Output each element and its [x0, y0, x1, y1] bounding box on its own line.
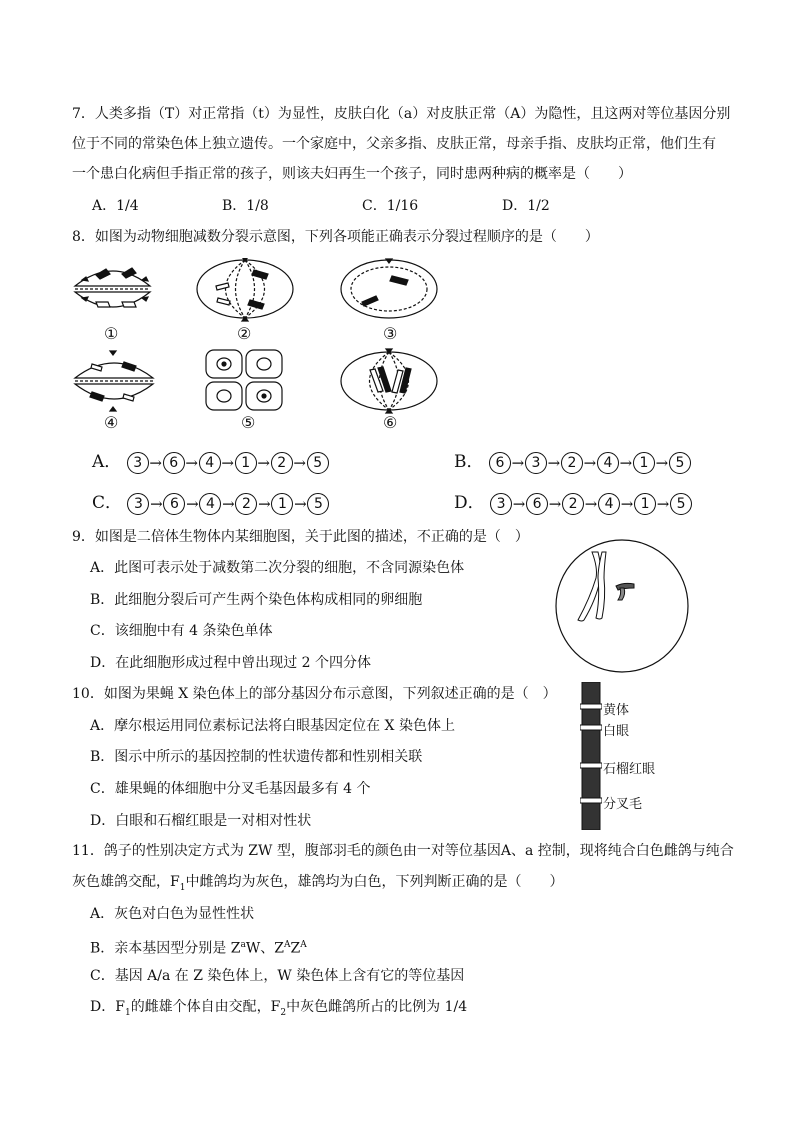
q7-option-a[interactable]: A．1/4	[92, 198, 139, 214]
q11-d-text: 的雌雄个体自由交配，F	[130, 999, 281, 1015]
q11-option-d[interactable]	[90, 997, 467, 1023]
q9-option-b[interactable]: B．此细胞分裂后可产生两个染色体构成相同的卵细胞	[90, 592, 423, 608]
q7-stem-line-3: 一个患白化病但手指正常的孩子，则该夫妇再生一个孩子，同时患两种病的概率是（ ）	[72, 166, 632, 182]
q8-option-a-letter: A．	[92, 452, 122, 472]
q11-stem-text: 中雌鸽均为灰色，雄鸽均为白色，下列判断正确的是（ ）	[185, 874, 564, 890]
step-circle: 2	[561, 452, 583, 474]
q8-option-b-letter: B．	[454, 452, 484, 472]
q9-stem: 9．如图是二倍体生物体内某细胞图，关于此图的描述，不正确的是（ ）	[72, 529, 529, 545]
step-circle: 3	[525, 452, 547, 474]
cell-label-2: ②	[237, 324, 252, 343]
q8-option-c[interactable]: C． 3 → 6 → 4 → 2 → 1 → 5	[92, 491, 329, 516]
step-circle: 6	[489, 452, 511, 474]
step-circle: 3	[127, 452, 149, 474]
gene-label-yellow-body: 黄体	[603, 703, 630, 718]
step-circle: 5	[670, 493, 692, 515]
step-circle: 5	[669, 452, 691, 474]
step-circle: 1	[235, 452, 257, 474]
step-circle: 4	[199, 493, 221, 515]
gene-label-forked-bristle: 分叉毛	[603, 797, 643, 812]
step-circle: 4	[598, 493, 620, 515]
step-circle: 6	[163, 452, 185, 474]
cell-1	[75, 268, 150, 307]
q10-option-c[interactable]: C．雄果蝇的体细胞中分叉毛基因最多有 4 个	[90, 781, 371, 797]
q7-stem-line-2: 位于不同的常染色体上独立遗传。一个家庭中，父亲多指、皮肤正常，母亲手指、皮肤均正常，他们生有	[72, 136, 716, 152]
step-circle: 1	[633, 452, 655, 474]
q11-b-text: W、Z	[245, 940, 284, 957]
q8-option-d[interactable]: D． 3 → 6 → 2 → 4 → 1 → 5	[454, 491, 692, 516]
q11-stem-line-1: 11．鸽子的性别决定方式为 ZW 型，腹部羽毛的颜色由一对等位基因A、a 控制，现将纯合白色雌鸽与纯合	[72, 843, 734, 859]
step-circle: 6	[526, 493, 548, 515]
q10-option-d[interactable]: D．白眼和石榴红眼是一对相对性状	[90, 813, 312, 829]
q10-option-a[interactable]: A．摩尔根运用同位素标记法将白眼基因定位在 X 染色体上	[90, 718, 455, 734]
step-circle: 2	[562, 493, 584, 515]
q11-d-text: 中灰色雌鸽所占的比例为 1/4	[286, 999, 468, 1015]
step-circle: 2	[271, 452, 293, 474]
q8-option-d-letter: D．	[454, 493, 485, 513]
q11-d-text: D．F	[90, 999, 125, 1015]
cell-label-3: ③	[383, 324, 398, 343]
step-circle: 4	[199, 452, 221, 474]
superscript: a	[240, 940, 246, 950]
step-circle: 1	[271, 493, 293, 515]
superscript: A	[300, 940, 307, 950]
step-circle: 3	[127, 493, 149, 515]
gene-label-white-eye: 白眼	[603, 724, 630, 739]
cell-3	[341, 259, 437, 318]
q7-option-b[interactable]: B．1/8	[222, 198, 269, 214]
cell-6	[341, 349, 437, 413]
step-circle: 5	[307, 493, 329, 515]
q10-option-b[interactable]: B．图示中所示的基因控制的性状遗传都和性别相关联	[90, 749, 423, 765]
step-circle: 6	[163, 493, 185, 515]
q7-option-d[interactable]: D．1/2	[502, 198, 550, 214]
q9-option-d[interactable]: D．在此细胞形成过程中曾出现过 2 个四分体	[90, 655, 372, 671]
cell-5	[206, 350, 282, 410]
q11-stem-line-2	[72, 872, 563, 898]
q9-option-c[interactable]: C．该细胞中有 4 条染色单体	[90, 623, 273, 639]
step-circle: 4	[597, 452, 619, 474]
cell-label-5: ⑤	[241, 413, 256, 432]
step-circle: 2	[235, 493, 257, 515]
cell-2	[197, 258, 293, 321]
q7-option-c[interactable]: C．1/16	[362, 198, 419, 214]
gene-label-garnet-eye: 石榴红眼	[603, 762, 656, 777]
q8-option-b[interactable]: B． 6 → 3 → 2 → 4 → 1 → 5	[454, 450, 691, 475]
q11-option-c[interactable]: C．基因 A/a 在 Z 染色体上，W 染色体上含有它的等位基因	[90, 968, 465, 984]
q8-option-a[interactable]: A． 3 → 6 → 4 → 1 → 2 → 5	[92, 450, 329, 475]
cell-label-1: ①	[104, 324, 119, 343]
q11-option-b[interactable]	[90, 935, 307, 959]
subscript: 1	[124, 1007, 131, 1018]
step-circle: 1	[634, 493, 656, 515]
q8-option-c-letter: C．	[92, 493, 123, 513]
cell-label-4: ④	[104, 413, 119, 432]
q9-cell-figure	[554, 538, 690, 674]
q8-stem: 8．如图为动物细胞减数分裂示意图，下列各项能正确表示分裂过程顺序的是（ ）	[72, 229, 599, 245]
q11-option-a[interactable]: A．灰色对白色为显性性状	[90, 906, 255, 922]
cell-label-6: ⑥	[383, 413, 398, 432]
meiosis-cells-figure	[68, 258, 468, 438]
superscript: A	[283, 940, 291, 950]
cell-4	[75, 351, 153, 411]
subscript: 2	[280, 1007, 287, 1018]
x-chromosome-figure	[580, 682, 602, 830]
step-circle: 3	[490, 493, 512, 515]
q7-stem-line-1: 7．人类多指（T）对正常指（t）为显性，皮肤白化（a）对皮肤正常（A）为隐性，且这两对等位基因分别	[72, 106, 731, 122]
step-circle: 5	[307, 452, 329, 474]
q11-b-text: B．亲本基因型分别是 Z	[90, 940, 241, 957]
q9-option-a[interactable]: A．此图可表示处于减数第二次分裂的细胞，不含同源染色体	[90, 560, 465, 576]
q11-b-text: Z	[290, 940, 301, 957]
subscript: 1	[179, 882, 186, 893]
q10-stem: 10．如图为果蝇 X 染色体上的部分基因分布示意图，下列叙述正确的是（ ）	[72, 686, 557, 702]
q11-stem-text: 灰色雄鸽交配，F	[72, 874, 180, 890]
q7-options	[92, 196, 632, 216]
